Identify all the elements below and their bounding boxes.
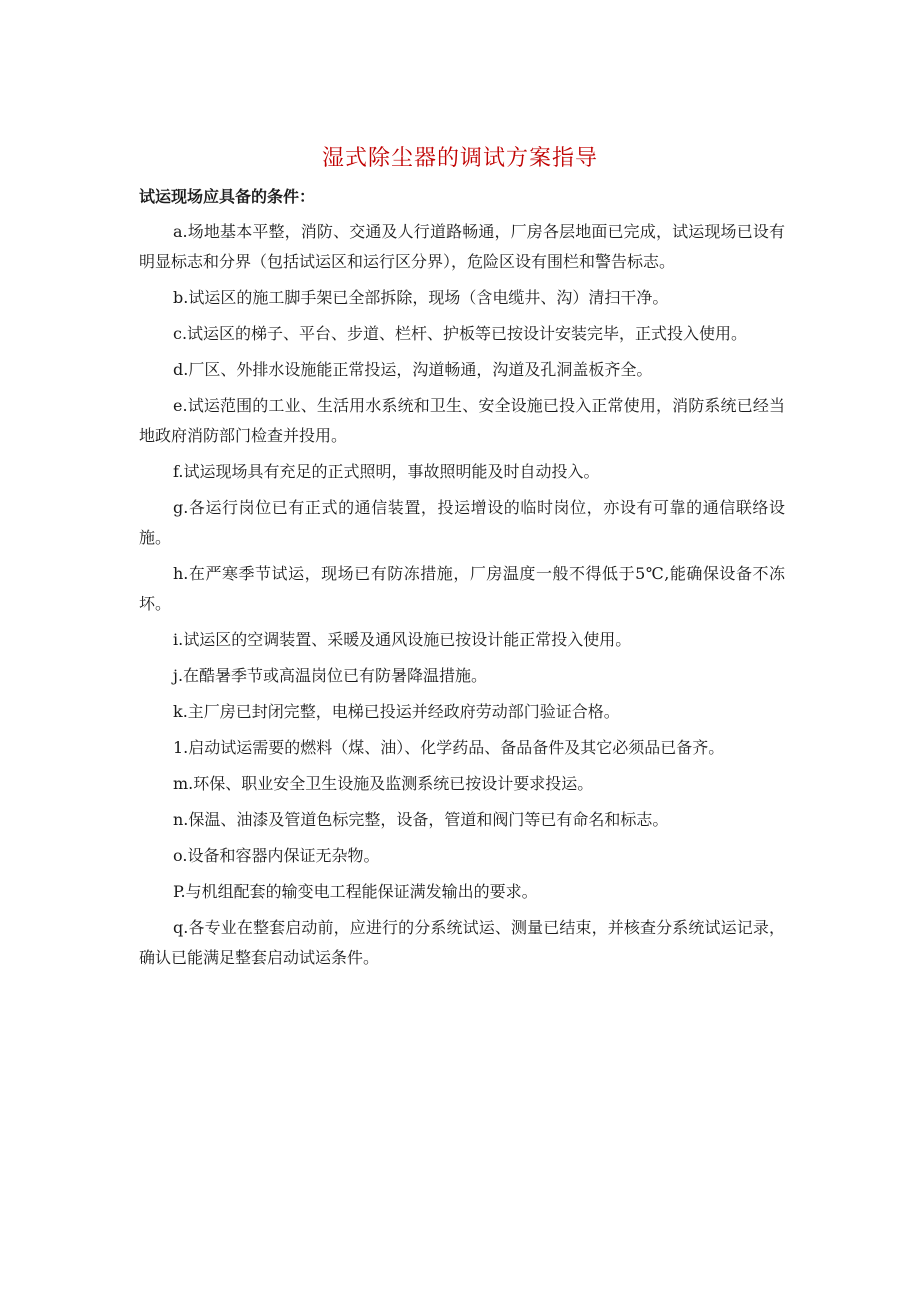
condition-item-b: b.试运区的施工脚手架已全部拆除，现场（含电缆井、沟）清扫干净。	[173, 288, 669, 307]
condition-item-c: c.试运区的梯子、平台、步道、栏杆、护板等已按设计安装完毕，正式投入使用。	[173, 324, 748, 343]
document-title: 湿式除尘器的调试方案指导	[321, 146, 598, 171]
condition-item-n: n.保温、油漆及管道色标完整，设备，管道和阀门等已有命名和标志。	[173, 810, 669, 829]
condition-item-h: h.在严寒季节试运，现场已有防冻措施，厂房温度一般不得低于5℃,能确保设备不冻坏。	[139, 564, 785, 613]
condition-item-q: q.各专业在整套启动前，应进行的分系统试运、测量已结束，并核查分系统试运记录，确认已能满足整套启动试运条件。	[139, 918, 785, 967]
condition-item-f: f.试运现场具有充足的正式照明，事故照明能及时自动投入。	[173, 462, 600, 481]
condition-item-e: e.试运范围的工业、生活用水系统和卫生、安全设施已投入正常使用，消防系统已经当地政府消防部门检查并投用。	[139, 396, 785, 445]
condition-item-g: g.各运行岗位已有正式的通信装置，投运增设的临时岗位，亦设有可靠的通信联络设施。	[139, 498, 785, 547]
condition-item-o: o.设备和容器内保证无杂物。	[173, 846, 380, 865]
condition-item-k: k.主厂房已封闭完整，电梯已投运并经政府劳动部门验证合格。	[173, 702, 620, 721]
section-heading: 试运现场应具备的条件：	[139, 187, 316, 206]
condition-item-m: m.环保、职业安全卫生设施及监测系统已按设计要求投运。	[173, 774, 594, 793]
condition-item-l: 1.启动试运需要的燃料（煤、油）、化学药品、备品备件及其它必须品已备齐。	[173, 738, 725, 757]
conditions-list	[139, 217, 785, 979]
condition-item-i: i.试运区的空调装置、采暖及通风设施已按设计能正常投入使用。	[173, 630, 632, 649]
condition-item-d: d.厂区、外排水设施能正常投运，沟道畅通，沟道及孔洞盖板齐全。	[173, 360, 653, 379]
condition-item-p: P.与机组配套的输变电工程能保证满发输出的要求。	[173, 882, 538, 901]
condition-item-a: a.场地基本平整，消防、交通及人行道路畅通，厂房各层地面已完成，试运现场已设有明显标志和分界（包括试运区和运行区分界），危险区设有围栏和警告标志。	[139, 222, 785, 271]
condition-item-j: j.在酷暑季节或高温岗位已有防暑降温措施。	[173, 666, 488, 685]
